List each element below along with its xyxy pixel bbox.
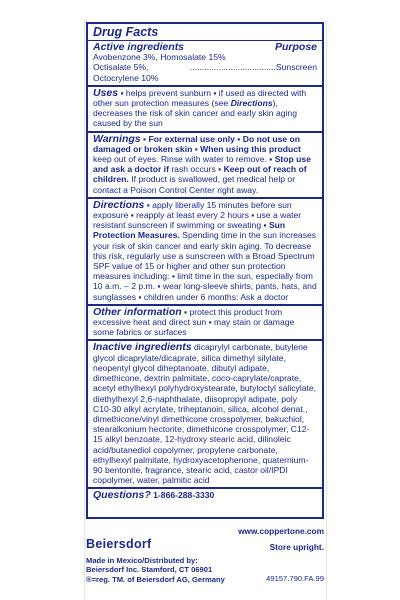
active-line-1: Avobenzone 3%, Homosalate 15% (93, 52, 226, 63)
address-line-1: Made in Mexico/Distributed by: (86, 556, 198, 565)
drug-facts-panel (86, 22, 324, 519)
questions-phone: 1-866-288-3330 (150, 490, 215, 501)
active-ingredients-heading: Active ingredients (93, 41, 185, 53)
uses-heading: Uses (93, 86, 119, 99)
warnings-text-5: ▪ Keep out of reach of children. (93, 164, 307, 185)
other-information-heading: Other information (93, 305, 182, 318)
leader-dots: .................................... (189, 62, 276, 73)
inactive-ingredients-heading: Inactive ingredients (93, 341, 192, 354)
inactive-ingredients-text: dicaprylyl carbonate, butylene glycol dicaprylate/dicaprate, silica dimethyl silylate, neopentyl glycol diheptanoate, dibutyl adipate, dimethicone, dextrin palmitate, coco-caprylate/caprate, acetyl ethylhexyl polyhydroxystearate, butyloctyl salicylate, diethylhexyl 2,6-naphthalate, diisopropyl adipate, poly C10-30 alkyl acrylate, triheptanoin, silica, alcohol denat., dimethicone/vinyl dimethicone crosspolymer, bakuchiol, stearalkonium hectorite, dimethicone crosspolymer, C12-15 alkyl benzoate, 12-hydroxy stearic acid, dilinoleic acid/butanediol copolymer, propylene carbonate, ethylhexyl palmitate, hydroxyacetophenone, quaternium-90 bentonite, fragrance, stearic acid, castor oil/IPDI copolymer, water, palmitic acid (93, 342, 317, 486)
active-ingredients-section (88, 41, 322, 87)
questions-section (88, 489, 322, 502)
directions-text-3: Spending time in the sun increases your risk of skin cancer and early skin aging. To decrease this risk, regularly use a sunscreen with a Broad Spectrum SPF value of 15 or higher and other sun protection measures including: ▪ limit time in the sun, especially from 10 a.m. – 2 p.m. ▪ wear long-sleeve shirts, pants, hats, and sunglasses ▪ children under 6 months: Ask a doctor (93, 230, 317, 302)
brand-name: Beiersdorf (86, 537, 152, 551)
uses-directions-ref: Directions (230, 98, 273, 109)
drug-facts-title: Drug Facts (88, 24, 322, 41)
other-information-text: ▪ protect this product from excessive heat and direct sun ▪ may stain or damage some fabrics or surfaces (93, 306, 295, 338)
active-line-2: Octisalate 5%, Octocrylene 10% (93, 62, 159, 83)
questions-heading: Questions? (93, 489, 151, 502)
directions-heading: Directions (93, 198, 145, 211)
other-information-section (88, 306, 322, 342)
product-code: 49157.790.FA.99 (266, 574, 324, 583)
purpose-value: Sunscreen (275, 62, 317, 73)
warnings-section (88, 133, 322, 199)
purpose-heading: Purpose (274, 41, 317, 53)
warnings-text-6: If product is swallowed, get medical help or contact a Poison Control Center right away. (93, 174, 296, 195)
directions-text-1: ▪ apply liberally 15 minutes before sun exposure ▪ reapply at least every 2 hours ▪ use a water resistant sunscreen if swimming or sweating (93, 199, 302, 231)
warnings-text-2: keep out of eyes. Rinse with water to remove. (93, 154, 267, 165)
directions-section (88, 199, 322, 306)
directions-text-2: ▪ Sun Protection Measures. (93, 220, 286, 241)
uses-section (88, 87, 322, 133)
warnings-text-4: rash occurs (168, 164, 219, 175)
website-text: www.coppertone.com (238, 526, 324, 536)
carton-edge-right (326, 20, 327, 600)
uses-text-c: ), decreases the risk of skin cancer and early skin aging caused by the sun (93, 98, 297, 129)
inactive-ingredients-section (88, 341, 322, 489)
warnings-text-3: ▪ Stop use and ask a doctor if (93, 154, 311, 175)
address-line-3: ®=reg. TM. of Beiersdorf AG, Germany (86, 574, 225, 584)
store-instruction: Store upright. (269, 542, 324, 552)
address-line-2: Beiersdorf Inc. Stamford, CT 06901 (86, 565, 213, 575)
warnings-text-1: ▪ For external use only ▪ Do not use on damaged or broken skin ▪ When using this product (93, 133, 301, 154)
carton-edge-left (84, 20, 85, 600)
warnings-heading: Warnings (93, 132, 141, 145)
uses-text-a: ▪ helps prevent sunburn ▪ if used as directed with other sun protection measures (see (93, 87, 307, 109)
